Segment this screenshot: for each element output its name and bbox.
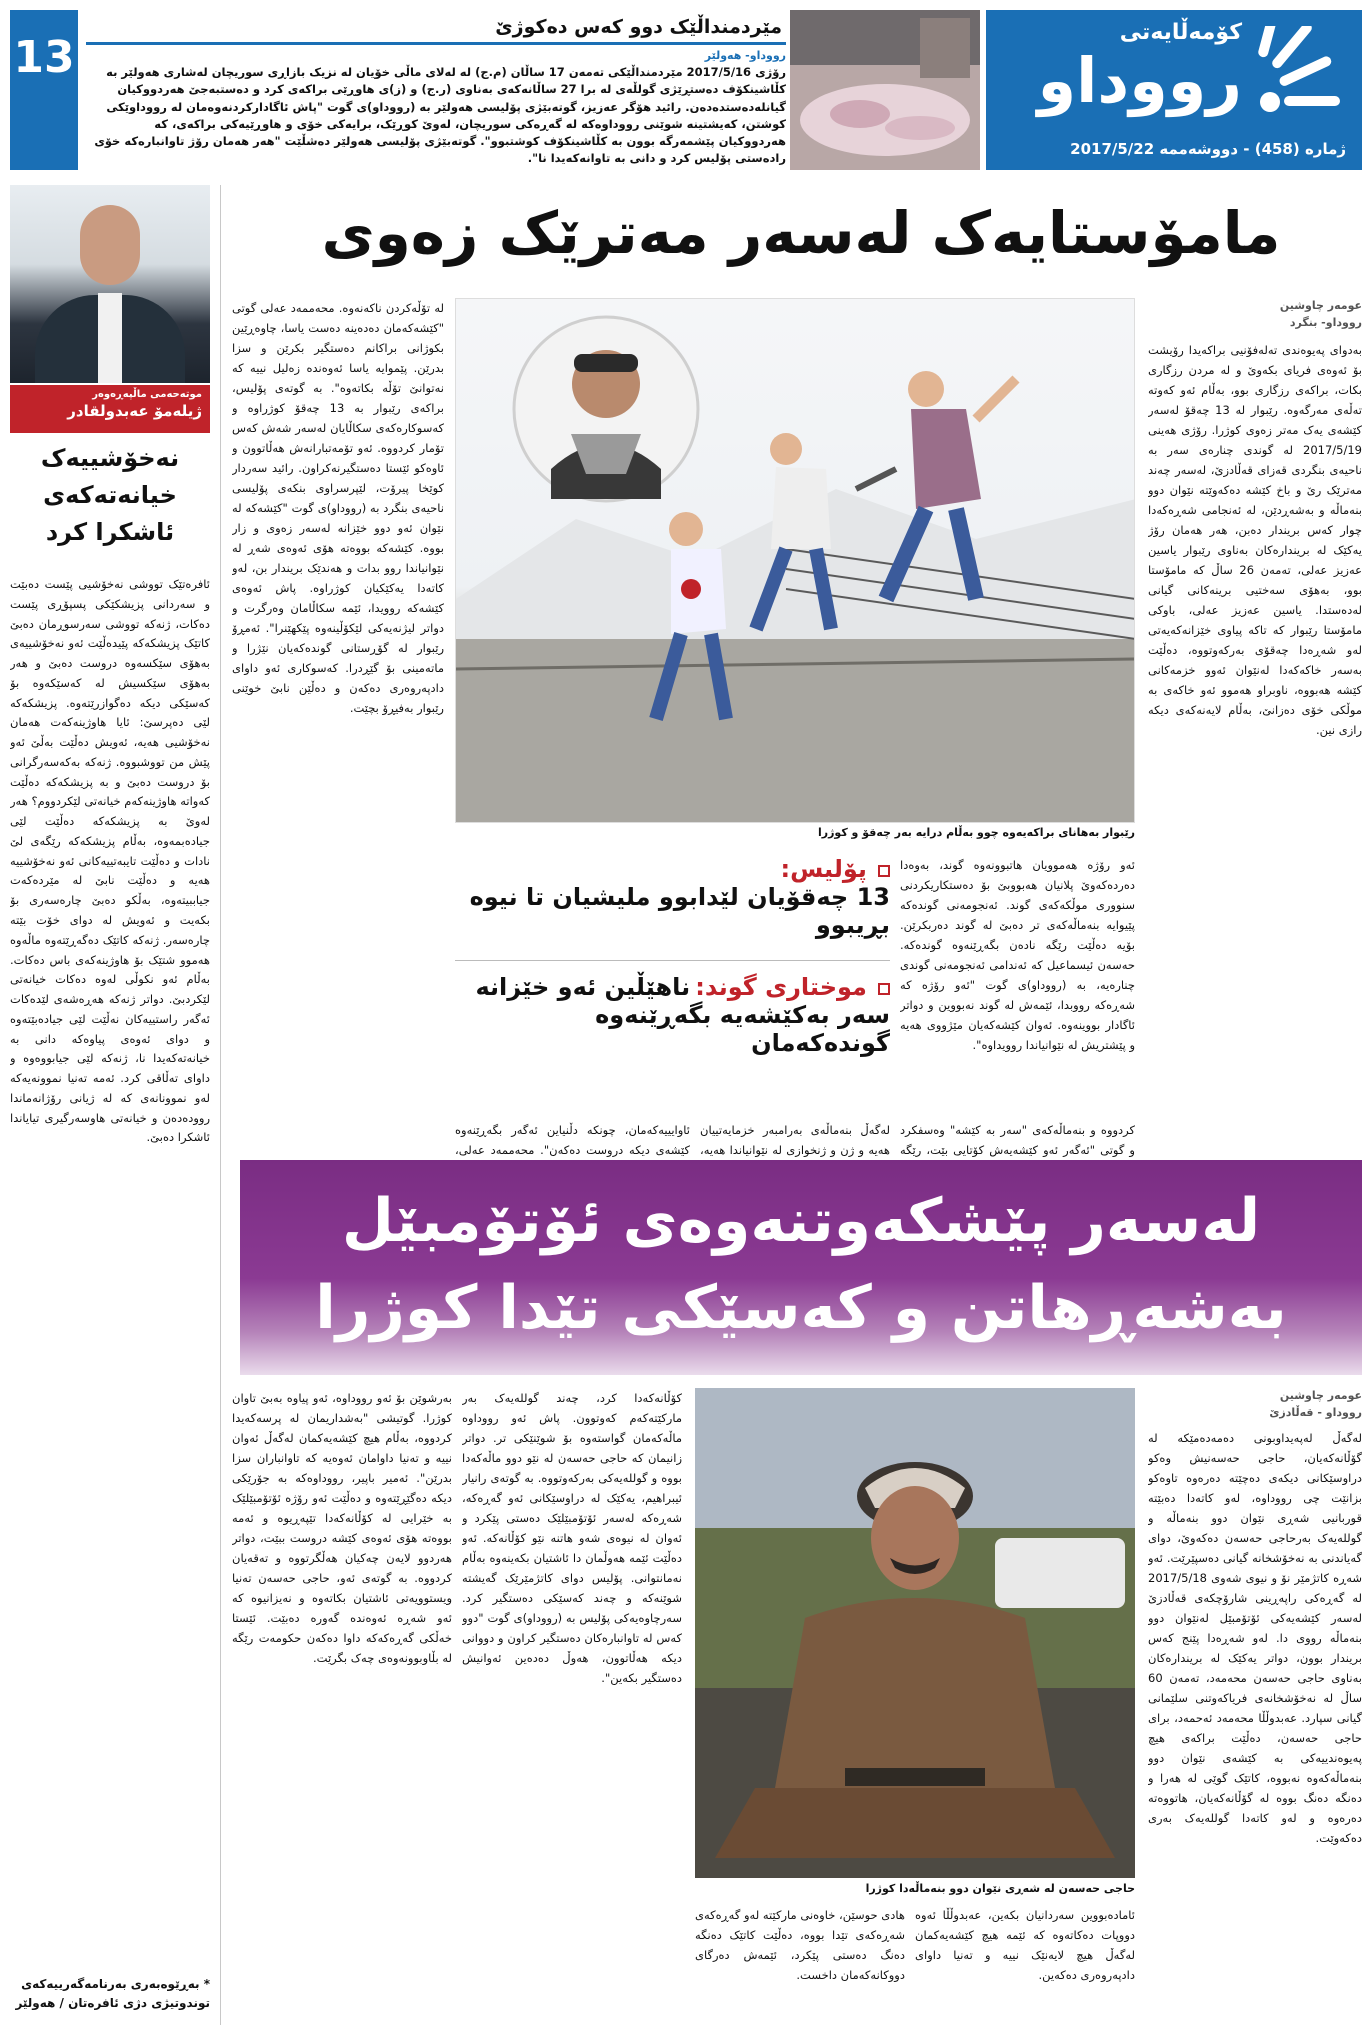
story2-caption: حاجی حەسەن لە شەڕی نێوان دوو بنەماڵەدا کوژرا [865,1882,1135,1895]
story1-column-right: بەدوای پەیوەندی تەلەفۆنیی براکەیدا رۆیشت بۆ ئەوەی فریای بکەوێ و لە مردن رزگاری بکات، براکەی رزگاری بوو، بەڵام ئەو کەوتە تەڵەی مەرگەوە. رێبوار لە 13 چەقۆ لەسەر کێشەی یەک مەتر زەوی کوژرا. رۆژی هەینی 2017/5/19 لە گوندی چنارەی سەر بە ناحیەی بنگردی قەزای قەڵادزێ، لەسەر چەند مەترێک رێ و باخ کێشە دەکەوێتە نێوان دوو بنەماڵە و بەشەڕدێن، لە ئەنجامی شەڕەکەدا چوار کەس بریندار دەبن، هەر هەمان رۆژ یەکێک لە بریندارەکان بەناوی رێبوار یاسین عەزیز عەلی، تەمەن 26 ساڵ کە مامۆستا بوو، بەهۆی سەختیی برینەکانی گیانی لەدەستدا. یاسین عەزیز عەلی، باوکی مامۆستا رێبوار کە تاکە پیاوی خێزانەکەیەتی لەو شەڕەدا چەقۆی بەرکەوتووە، دەڵێت بەسەر خاکەکەدا لەنێوان ئەوو خزمەکانی کێشە هەبووە، ناوبراو هەموو ئەو خاکەی بە موڵکی خۆی دەزانێ، بەڵام لایەنەکەی دیکە رازی نین. [1148,343,1362,737]
columnist-role: موتەحەمی ماڵپەڕەوەر [92,389,202,400]
story1-column-left: لە تۆڵەکردن ناکەنەوە. محەممەد عەلی گوتی "کێشەکەمان دەدەینە دەست یاسا، چاوەڕێین بکوژانی براکانم دەستگیر بکرێن و سزا بدرێن. پێموایە یاسا ئەوەندە زەلیل نییە کە نەتوانێ تۆڵە بکاتەوە". بە گوتەی پۆلیس، براکەی رێبوار بە 13 چەقۆ کوژراوە و کەسوکارەکەی سکاڵایان لەسەر شەش کەس تۆمار کردووە. ئەو تۆمەتبارانەش هەڵاتوون و ئاوەکو ئێستا دەستگیرنەکراون. رائید سەردار کوێخا پیرۆت، لێپرسراوی بنکەی پۆلیسی ناحیەی بنگرد بە (رووداو)ی گوت "کێشەکە لە نێوان ئەو دوو خێزانە لەسەر زەوی و زار بووە. کێشەکە بووەتە هۆی ئەوەی شەڕ لە نێوانیاندا روو بدات و هەندێک بریندار بن، لەو کاتەدا یەکێکیان کوژراوە. پاش ئەوەی کێشەکە روویدا، ئێمە سکاڵامان وەرگرت و دواتر لیژنەیەکی لێکۆڵینەوە پێکهێنرا". ئەمڕۆ رێبوار لە گۆڕستانی گوندەکەیان نێژرا و ماتەمینی بۆ گێڕدرا. کەسوکاری ئەو داوای دادپەروەری دەکەن و دەڵێن نابێ خوێنی رێبوار بەفیڕۆ بچێت. [232,301,444,715]
column-signature: * بەڕێوەبەری بەرنامەگەرییەکەی توندوتیژی دژی ئافرەتان / هەولێر [15,1977,210,2010]
story1-column-mid-d: کردووە و بنەماڵەکەی "سەر بە کێشە" وەسفکرد و گوتی "ئەگەر ئەو کێشەیەش کۆتایی بێت، رێگە [900,1123,1135,1157]
story1-column-mid-b: ئاوایییەکەمان، چونکە دڵنیاین ئەگەر بگەڕێنەوە کێشەی دیکە دروست دەکەن". محەممەد عەلی، [455,1123,690,1157]
story2-column-4: بەرشوێن بۆ ئەو رووداوە، ئەو پیاوە بەبێ تاوان کوژرا. گوتیشی "بەشداریمان لە پرسەکەیدا کردووە، بەڵام هیچ کێشەیەکمان لەگەڵ ئەوان نییە و تەنیا داوامان ئەوەیە کە تاوانباران سزا بدرێن". ئەمیر باپیر، رووداوەکە بە جۆرێکی دیکە دەگێڕێتەوە و دەڵێت ئەو رۆژە ئۆتۆمبێلێک بە خێرایی لە کۆڵانەکەدا تێپەڕیوە و ئەمە بووەتە هۆی ئەوەی کێشە دروست ببێت، دواتر هەردوو لایەن چەکیان هەڵگرتووە و تەقەیان کردووە. بە گوتەی ئەو، حاجی حەسەن تەنیا ویستوویەتی ئاشتیان بکاتەوە و نەیزانیوە کە ئەو شەڕە ئەوەندە گەورە دەبێت. ئێستا خەڵکی گەڕەکەکە داوا دەکەن حکومەت رێگە لە بڵاوبوونەوەی چەک بگرێت. [232,1391,452,1665]
top-story-body: رۆژی 2017/5/16 مێردمنداڵێکی تەمەن 17 ساڵان (م.ج) لە لەلای ماڵی خۆیان لە نزیک بازاڕی سوریچان لەشاری هەولێر بە کڵاشینکۆف دەستڕێژی گولڵەی لە برا 27 ساڵانەکەی بەناوی (ر.ج) و (ز)ی هاوڕێی براکەی کرد و دەستبەجێ هەردووکیان گیانلەدەستدەدەن. رائید هۆگر عەزیز، گوتەبێژی پۆلیسی هەولێر بە (رووداو)ی گوت "پاش ئاگادارکردنەوەمان لە رووداوێکی کوشتن، کەیشتینە شوێنی رووداوەکە لە گەڕەکی سوریچان، لەوێ کوڕێک، برایەکی خۆی و هاوڕێیەکی براکەی، کە هەردووکیان پێشمەرگە بوون بە کڵاشینکۆف کوشتبوو". گوتەبێژی پۆلیسی هەولێر دەشڵێت "هەر هەمان رۆژ تاوانبارەکە خۆی رادەستی پۆلیس کرد و دانی بە تاوانەکەیدا نا". [94,65,786,166]
story2-column-right: لەگەڵ لەپەیداوبونی دەمەدەمێکە لە گۆڵانەکەیان، حاجی حەسەنیش وەکو دراوسێکانی دیکەی دەچێتە دەرەوە تاوەکو بزانێت چی رووداوە، لەو کاتەدا دەبێتە قوربانیی شەڕی نێوان دوو بنەماڵە و گوللەیەک بەرحاجی حەسەن دەکەوێ، دوای گەیاندنی بە نەخۆشخانە گیانی دەسپێرێت. ئەو شەڕە کاتژمێر نۆ و نیوی شەوی 2017/5/18 لە گەڕەکی راپەڕینی شارۆچکەی قەڵادزێ لەسەر کێشەیەکی ئۆتۆمبێل لەنێوان دوو بنەماڵە رووی دا. لەو شەڕەدا پێنج کەس بریندار بوون، دواتر یەکێک لە بریندارەکان بەناوی حاجی حەسەن محەمەد، تەمەن 60 ساڵ لە نەخۆشخانەی فریاکەوتنی سلێمانی گیانی سپارد. عەبدوڵڵا محەمەد ئەحمەد، برای حاجی حەسەن، دەڵێت براکەی هیچ پەیوەندییەکی بە کێشەی نێوان دوو بنەماڵەکەوە نەبووە، کاتێک گوێی لە هەرا و دەنگە دەنگ بووە لە گۆڵانەکەیان، هاتووەتە دەرەوە و لەو کاتەدا گوللەیەک بەری دەکەوێت. [1148,1431,1362,1845]
story2-column-3: کۆڵانەکەدا کرد، چەند گوللەیەک بەر مارکێتەکەم کەوتوون. پاش ئەو رووداوە ماڵەکەمان گواستەوە بۆ شوێنێکی تر. دواتر زانیمان کە حاجی حەسەن لە نێو دوو ماڵەکەدا بووە و گوللەیەکی بەرکەوتووە. بە گوتەی رانیار ئیبراهیم، یەکێک لە دراوسێکانی ئەو گەڕەکە، شەڕەکە لەسەر ئۆتۆمبێلێک دەستی پێکرد و ئەوان لە نیوەی شەو هاتنە نێو کۆڵانەکە. ئەو دەڵێت ئێمە هەوڵمان دا ئاشتیان بکەینەوە بەڵام نەمانتوانی. پۆلیس دوای کاتژمێرێک گەیشتە شوێنەکە و چەند کەسێکی دەستگیر کرد. سەرچاوەیەکی پۆلیس بە (رووداو)ی گوت "دوو کەس لە تاوانبارەکان دەستگیر کراون و دووانی دیکە هەڵاتوون، هەوڵ دەدەین ئەوانیش دەستگیر بکەین". [462,1391,682,1685]
police-quote [455,855,890,939]
quote-label: پۆلیس: [780,855,867,883]
quote-text: ناهێڵین ئەو خێزانە سەر بەکێشەیە بگەڕێنەوە گوندەکەمان [475,973,890,1057]
story2-headline: لەسەر پێشکەوتنەوەی ئۆتۆمبێل بەشەڕهاتن و کەسێکی تێدا کوژرا [315,1186,1287,1343]
columnist-photo [10,185,210,383]
stabbing-scene-illustration [456,299,1135,823]
story1-quote-box [455,855,890,1110]
mukhtar-quote [455,973,890,1057]
page-number-box [10,10,78,170]
quote-separator [455,960,890,961]
story1-column-mid-c: لەگەڵ بنەماڵەی بەرامبەر خزمایەتییان هەیە و ژن و ژنخوازی لە نێوانیاندا هەیە، [700,1123,890,1157]
story2-column-mid-left: هادی حوسێن، خاوەنی مارکێتە لەو گەڕەکەی شەڕەکەی تێدا بووە، دەڵێت کاتێک دەنگە دەنگ دەستی پێکرد، ئێمەش دەرگای دووکانەکەمان داخست. [695,1908,905,1982]
top-story [86,10,786,170]
covered-body-photo [790,10,980,170]
columnist-tag [10,385,210,433]
story2-column-mid-right: ئامادەبووین سەردانیان بکەین، عەبدوڵڵا ئەوە دووپات دەکاتەوە کە ئێمە هیچ کێشەیەکمان لەگەڵ هیچ لایەنێک نییە و تەنیا داوای دادپەروەری دەکەین. [915,1908,1135,1982]
issue-date-line: ژمارە (458) - دووشەممە 2017/5/22 [1070,140,1346,158]
top-story-photo [790,10,980,170]
story2-byline: عومەر چاوشین رووداو - قەڵادزێ [1269,1389,1362,1419]
story1-illustration [455,298,1135,823]
page-header [0,0,1372,182]
top-story-title: مێردمنداڵێک دوو کەس دەکوژێ [86,10,786,45]
story1-caption: رێبوار بەهانای براکەیەوە چوو بەڵام درایە بەر چەقۆ و کوژرا [818,826,1135,839]
main-headline: مامۆستایەک لەسەر مەترێک زەوی [321,199,1281,267]
column-divider [220,185,221,2025]
brand-logo-text: رووداو [1037,44,1242,117]
story2-photo [695,1388,1135,1878]
square-marker-icon [878,983,890,995]
quote-text: 13 چەقۆیان لێدابوو ملیشیان تا نیوە بڕیبوو [469,883,890,939]
page-number: 13 [13,32,75,83]
victim-portrait-photo [695,1388,1135,1878]
section-kicker: کۆمەڵایەتی [1119,20,1242,45]
square-marker-icon [878,865,890,877]
top-story-byline: رووداو- هەولێر [704,49,786,62]
column-headline: نەخۆشییەک خیانەتەکەی ئاشکرا کرد [40,444,180,547]
masthead-logo-panel [986,10,1362,170]
quote-label: موختاری گوند: [695,973,867,1001]
story1-byline: عومەر چاوشین رووداو- بنگرد [1279,299,1362,329]
brand-rays-icon [1250,26,1346,122]
columnist-name: ژیلەمۆ عەبدولقادر [67,402,202,420]
story2-banner [240,1160,1362,1375]
column-body: ئافرەتێک تووشی نەخۆشیی پێست دەبێت و سەردانی پزیشکێکی پسپۆڕی پێست دەکات، ژنەکە تووشی سەرسوڕمان دەبێ کاتێک پزیشکەکە پێیدەڵێت ئەو نەخۆشییەی بەهۆی سێکسەوە دروست دەبێ و هەر بەهۆی سێکسیش لە کەسێکەوە بۆ کەسێکی دیکە دەگوازرێتەوە. پزیشکەکە لێی دەپرسێ: ئایا هاوژینەکەت هەمان نەخۆشیی هەیە، ئەویش دەڵێت بەڵێ ئەو پێش من تووشبووە. ژنەکە بەکەسەرگرانی بۆ دروست دەبێ و بە پزیشکەکە دەڵێت کەواتە هاوژینەکەم خیانەتی لێکردووم؟ هەر لەوێ بە پزیشکەکە دەڵێت لێی جیادەبمەوە، بەڵام پزیشکەکە رێگەی لێ نادات و دەڵێت تایبەتییەکانی ئەو نەخۆشییە هەیە و دەڵێت نابێ لە مێردەکەت جیاببیتەوە، بەڵکو دەبێ چارەسەری بۆ بکەیت و ئەویش لە دوای خۆت بێتە چارەسەر. ژنەکە کاتێک دەگەڕێتەوە ماڵەوە هەموو شتێک بۆ هاوژینەکەی باس دەکات. بەڵام ئەو نکوڵی لەوە دەکات خیانەتی لێکردبێ. دواتر ژنەکە هەڕەشەی لێدەکات ئەگەر راستییەکان نەڵێت لێی جیادەبێتەوە و دوای ئەوەی پیاوەکە دانی بە خیانەتەکەیدا نا، ژنەکە لێی جیابووەوە و داوای تەڵاقی کرد. ئەمە تەنیا نموونەیەکە لەو نموونانەی کە لە ژیانی رۆژانەماندا روودەدەن و خیانەتی هاوسەرگیری تیایاندا ئاشکرا دەبێ. [10,577,210,1145]
story1-column-mid-a: ئەو رۆژە هەموویان هاتبوونەوە گوند، بەوەدا دەردەکەوێ پلانیان هەبووبێ بۆ دەستکاریکردنی سنووری موڵکەکەی گوند. ئەنجومەنی گوندەکە پێیوایە بنەماڵەکەی تر دەبێ لە گوند دەربکرێن. بۆیە دەڵێت رێگە نادەن بگەڕێنەوە گوندەکە. حەسەن ئیسماعیل کە ئەندامی ئەنجومەنی گوندی چنارەیە، بە (رووداو)ی گوت "ئەو رۆژە کە شەڕەکە رووبدا، ئێمەش لە گوند نەبووین و دواتر ئاگادار بووینەوە. ئەوان کێشەکەیان مێژووی هەیە و پێشتریش لە نێوانیاندا روویداوە". [900,858,1135,1052]
